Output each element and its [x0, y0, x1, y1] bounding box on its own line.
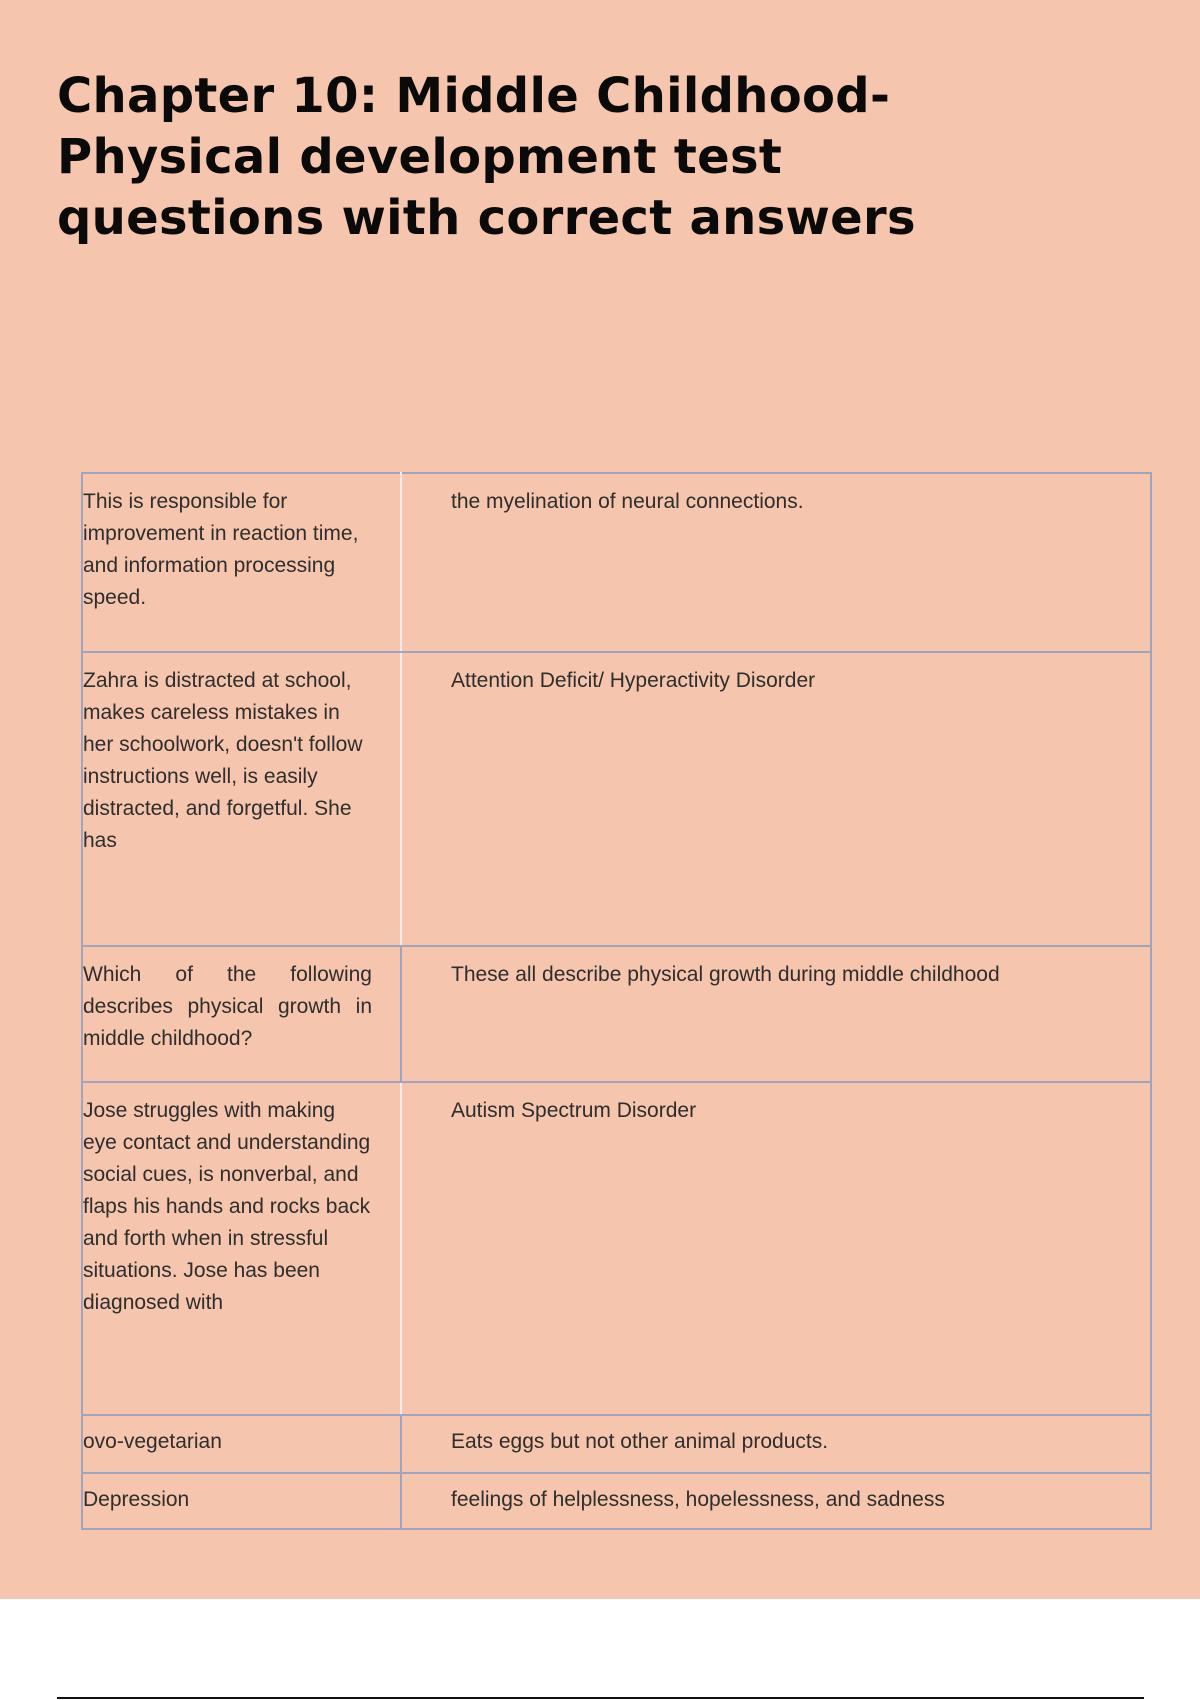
answer-cell: Eats eggs but not other animal products. [401, 1415, 1151, 1473]
question-cell: This is responsible for improvement in reaction time, and information processing speed. [82, 473, 401, 652]
question-cell: Depression [82, 1473, 401, 1529]
table-row [82, 473, 1151, 652]
question-cell: Jose struggles with making eye contact and understanding social cues, is nonverbal, and flaps his hands and rocks back and forth when in stressful situations. Jose has been diagnosed with [82, 1082, 401, 1415]
footer-divider [57, 1697, 1144, 1699]
table-row [82, 652, 1151, 946]
question-cell: Which of the following describes physical growth in middle childhood? [82, 946, 401, 1082]
table-row [82, 1082, 1151, 1415]
answer-cell: These all describe physical growth during middle childhood [401, 946, 1151, 1082]
table-row [82, 946, 1151, 1082]
page-title: Chapter 10: Middle Childhood-Physical development test questions with correct answers [57, 68, 916, 246]
answer-cell: Attention Deficit/ Hyperactivity Disorder [401, 652, 1151, 946]
answer-cell: the myelination of neural connections. [401, 473, 1151, 652]
table-row [82, 1415, 1151, 1473]
question-cell: ovo-vegetarian [82, 1415, 401, 1473]
answer-cell: Autism Spectrum Disorder [401, 1082, 1151, 1415]
flashcard-table [81, 472, 1152, 1530]
answer-cell: feelings of helplessness, hopelessness, and sadness [401, 1473, 1151, 1529]
question-cell: Zahra is distracted at school, makes careless mistakes in her schoolwork, doesn't follow instructions well, is easily distracted, and forgetful. She has [82, 652, 401, 946]
table-row [82, 1473, 1151, 1529]
